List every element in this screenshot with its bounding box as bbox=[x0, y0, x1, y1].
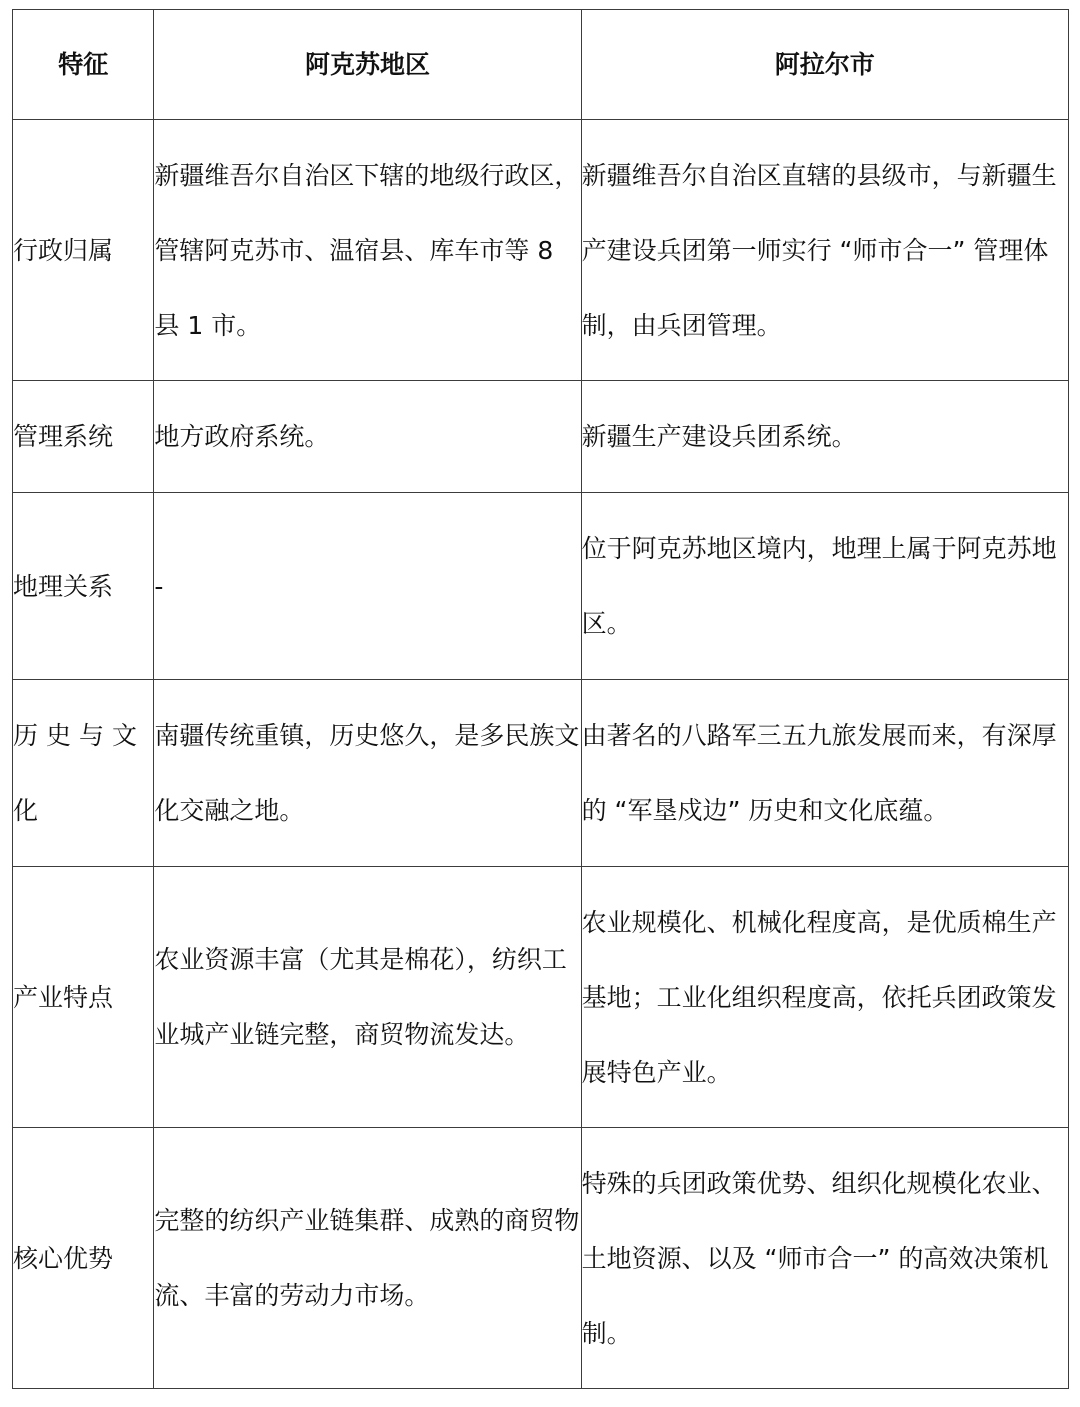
cell-aksu: 农业资源丰富（尤其是棉花），纺织工业城产业链完整，商贸物流发达。 bbox=[154, 867, 581, 1128]
table-row bbox=[13, 493, 1069, 680]
row-feature-label: 历史与文化 bbox=[13, 680, 154, 867]
table-row bbox=[13, 120, 1069, 381]
cell-aksu: 地方政府系统。 bbox=[154, 381, 581, 493]
cell-alar: 新疆维吾尔自治区直辖的县级市，与新疆生产建设兵团第一师实行 “师市合一” 管理体制，由兵团管理。 bbox=[581, 120, 1068, 381]
table-row bbox=[13, 1128, 1069, 1389]
table-row bbox=[13, 867, 1069, 1128]
table-row bbox=[13, 680, 1069, 867]
cell-aksu: 完整的纺织产业链集群、成熟的商贸物流、丰富的劳动力市场。 bbox=[154, 1128, 581, 1389]
header-aksu: 阿克苏地区 bbox=[154, 10, 581, 120]
row-feature-label: 核心优势 bbox=[13, 1128, 154, 1389]
comparison-table-container bbox=[12, 9, 1069, 1389]
header-row bbox=[13, 10, 1069, 120]
cell-alar: 由著名的八路军三五九旅发展而来，有深厚的 “军垦戍边” 历史和文化底蕴。 bbox=[581, 680, 1068, 867]
row-feature-label: 产业特点 bbox=[13, 867, 154, 1128]
cell-alar: 特殊的兵团政策优势、组织化规模化农业、土地资源、以及 “师市合一” 的高效决策机制。 bbox=[581, 1128, 1068, 1389]
cell-aksu: 新疆维吾尔自治区下辖的地级行政区，管辖阿克苏市、温宿县、库车市等 8 县 1 市。 bbox=[154, 120, 581, 381]
row-feature-label: 地理关系 bbox=[13, 493, 154, 680]
table-row bbox=[13, 381, 1069, 493]
cell-alar: 农业规模化、机械化程度高，是优质棉生产基地；工业化组织程度高，依托兵团政策发展特色产业。 bbox=[581, 867, 1068, 1128]
header-alar: 阿拉尔市 bbox=[581, 10, 1068, 120]
cell-aksu: 南疆传统重镇，历史悠久，是多民族文化交融之地。 bbox=[154, 680, 581, 867]
cell-alar: 新疆生产建设兵团系统。 bbox=[581, 381, 1068, 493]
comparison-table bbox=[12, 9, 1069, 1389]
header-feature: 特征 bbox=[13, 10, 154, 120]
cell-alar: 位于阿克苏地区境内，地理上属于阿克苏地区。 bbox=[581, 493, 1068, 680]
row-feature-label: 管理系统 bbox=[13, 381, 154, 493]
row-feature-label: 行政归属 bbox=[13, 120, 154, 381]
cell-aksu: - bbox=[154, 493, 581, 680]
